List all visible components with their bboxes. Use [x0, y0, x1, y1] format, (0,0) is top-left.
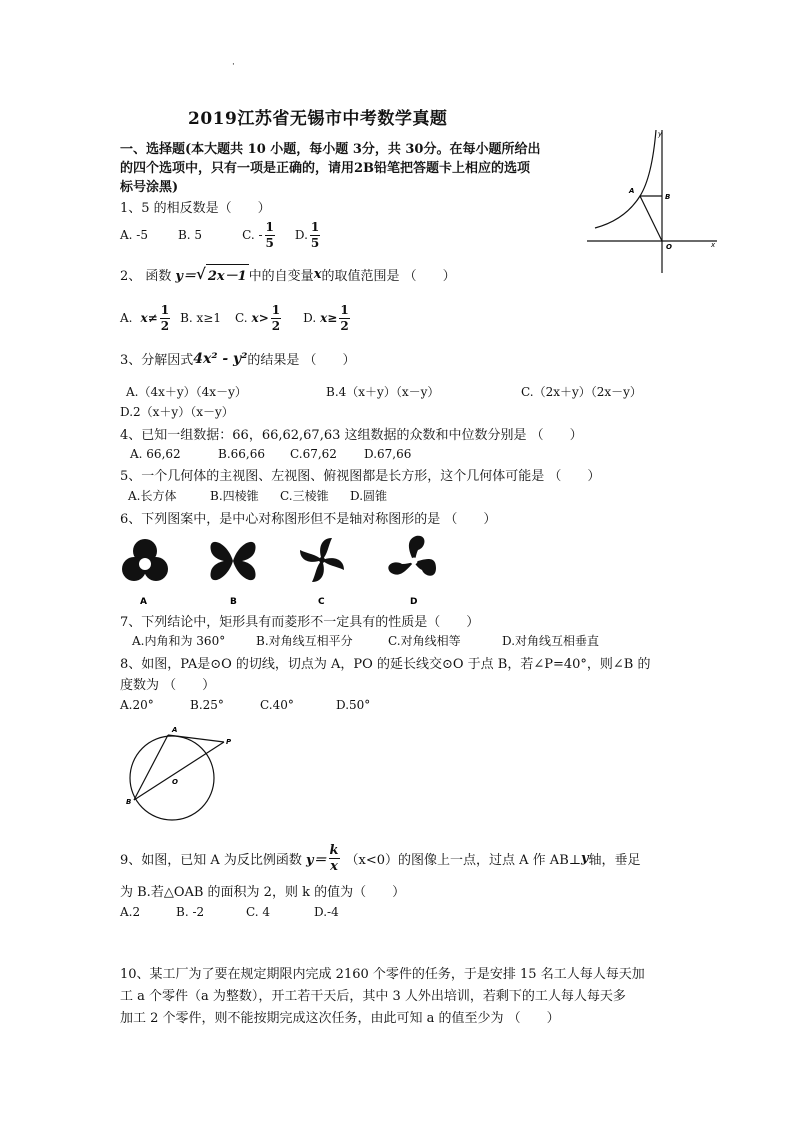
q4-option-a: A. 66,62 — [130, 447, 181, 461]
q9-numerator: k — [329, 842, 339, 858]
q4-option-c: C.67,62 — [290, 447, 337, 461]
q9-option-c: C. 4 — [246, 905, 271, 919]
q8-label-a: A — [172, 726, 178, 734]
q10-line1: 10、某工厂为了要在规定期限内完成 2160 个零件的任务，于是安排 15 名工人每人每天加 — [120, 967, 645, 982]
q3-option-d: D.2（x＋y）（x－y） — [120, 405, 234, 419]
page-title: 2019江苏省无锡市中考数学真题 — [188, 109, 448, 129]
q1-c-denominator: 5 — [265, 235, 274, 250]
q2-option-d-fraction — [339, 303, 349, 334]
q6-label-a: A — [140, 597, 147, 607]
q3-stem — [120, 349, 355, 368]
q7-option-a: A.内角和为 360° — [132, 634, 226, 648]
q8-option-a: A.20° — [120, 698, 154, 712]
q3-stem-prefix: 3、分解因式 — [120, 353, 194, 368]
q9-stem-post: 轴，垂足 — [588, 852, 641, 868]
q9-label-x: x — [711, 241, 716, 249]
q7-stem: 7、下列结论中，矩形具有而菱形不一定具有的性质是（ ） — [120, 615, 480, 630]
q3-option-c: C.（2x＋y）（2x－y） — [521, 385, 642, 399]
q2-c-denominator: 2 — [271, 318, 281, 333]
q8-line-bp — [134, 742, 224, 800]
q9-hyperbola-curve — [595, 130, 656, 228]
q9-stem-prefix: 9、如图，已知 A 为反比例函数 — [120, 852, 302, 868]
q2-option-c-rel: x> — [251, 311, 269, 325]
q2-c-numerator: 1 — [271, 302, 281, 317]
q6-figure-a — [122, 539, 168, 581]
q9-label-y: y — [658, 130, 663, 138]
q2-option-a-fraction — [160, 303, 170, 334]
q5-option-c: C.三棱锥 — [280, 489, 329, 503]
q9-stem-line2: 为 B.若△OAB 的面积为 2，则 k 的值为（ ） — [120, 885, 406, 900]
q6-label-b: B — [230, 597, 237, 607]
q5-option-b: B.四棱锥 — [210, 489, 259, 503]
q1-c-numerator: 1 — [265, 219, 274, 234]
q1-option-d-fraction — [310, 220, 320, 251]
q1-d-denominator: 5 — [310, 235, 320, 250]
q2-a-numerator: 1 — [160, 302, 170, 317]
q5-option-a: A.长方体 — [128, 489, 177, 503]
q3-option-a: A.（4x＋y）（4x－y） — [126, 385, 247, 399]
q6-figure-d — [388, 536, 436, 576]
q2-stem — [120, 264, 456, 284]
q2-options — [120, 298, 352, 338]
q8-option-c: C.40° — [260, 698, 294, 712]
q8-label-p: P — [226, 738, 232, 746]
q2-option-c-prefix: C. — [234, 311, 248, 325]
q2-a-denominator: 2 — [160, 318, 170, 333]
q2-option-d-rel: x≥ — [320, 311, 338, 325]
q2-stem-mid: 中的自变量 — [248, 268, 314, 284]
q9-stem-mid: 的图像上一点，过点 A 作 AB⊥ — [398, 852, 581, 868]
q1-option-c-fraction — [265, 220, 275, 251]
q8-tangent-pa — [168, 735, 224, 742]
q6-figure-b — [210, 542, 255, 580]
q2-option-d-prefix: D. — [303, 311, 317, 325]
q9-label-b: B — [665, 193, 671, 201]
q2-stem-prefix: 2、 函数 — [120, 268, 172, 284]
q3-option-b: B.4（x＋y）（x－y） — [326, 385, 440, 399]
q10-line2: 工 a 个零件（a 为整数），开工若干天后，其中 3 人外出培训，若剩下的工人每人每天多 — [120, 989, 626, 1004]
q9-label-o: O — [666, 243, 672, 251]
q2-var-x: x — [313, 266, 322, 282]
q9-label-a: A — [629, 187, 635, 195]
q2-stem-post: 的取值范围是 （ ） — [321, 268, 456, 284]
q9-y-equals: y＝ — [305, 852, 327, 868]
q4-stem: 4、已知一组数据：66，66,62,67,63 这组数据的众数和中位数分别是 （ ） — [120, 428, 583, 443]
q9-y-axis: y — [580, 850, 589, 866]
section-header-line3: 标号涂黑) — [120, 180, 179, 195]
q2-option-a-prefix: A. — [120, 311, 133, 325]
q2-option-b: B. x≥1 — [180, 311, 221, 325]
q7-option-b: B.对角线互相平分 — [256, 634, 353, 648]
q3-stem-post: 的结果是 （ ） — [247, 353, 356, 368]
q1-option-a: A. -5 — [120, 228, 148, 242]
q9-figure — [585, 125, 725, 275]
q4-option-d: D.67,66 — [364, 447, 412, 461]
q9-condition: （x<0） — [345, 852, 399, 868]
q5-option-d: D.圆锥 — [350, 489, 388, 503]
q9-option-b: B. -2 — [176, 905, 205, 919]
q9-option-a: A.2 — [120, 905, 141, 919]
q8-stem-line2: 度数为 （ ） — [120, 678, 216, 693]
q7-option-d: D.对角线互相垂直 — [502, 634, 600, 648]
q9-denominator: x — [330, 858, 338, 874]
q1-d-numerator: 1 — [310, 219, 320, 234]
q2-sqrt-expression: 2x－1 — [206, 264, 249, 284]
q9-stem — [120, 840, 641, 876]
q7-option-c: C.对角线相等 — [388, 634, 461, 648]
q9-fraction — [329, 843, 340, 874]
section-header-line1: 一、选择题(本大题共 10 小题，每小题 3分，共 30分。在每小题所给出 — [120, 142, 541, 157]
q6-figures — [120, 532, 450, 608]
q6-stem: 6、下列图案中，是中心对称图形但不是轴对称图形的是 （ ） — [120, 512, 497, 527]
q6-label-d: D — [410, 597, 418, 607]
q1-option-c-prefix: C. - — [242, 228, 263, 242]
q8-stem-line1: 8、如图，PA是⊙O 的切线，切点为 A，PO 的延长线交⊙O 于点 B，若∠P=40°，则∠B 的 — [120, 657, 651, 672]
section-header-line2: 的四个选项中，只有一项是正确的，请用2B铅笔把答题卡上相应的选项 — [120, 161, 531, 176]
q8-line-ab — [134, 735, 168, 800]
q2-option-c-fraction — [271, 303, 281, 334]
q2-option-a-rel: x≠ — [140, 311, 158, 325]
q2-sqrt-symbol: √ — [195, 265, 206, 283]
q6-label-c: C — [318, 597, 325, 607]
q9-option-d: D.-4 — [314, 905, 339, 919]
q10-line3: 加工 2 个零件，则不能按期完成这次任务，由此可知 a 的值至少为 （ ） — [120, 1011, 560, 1026]
q8-option-b: B.25° — [190, 698, 224, 712]
q1-options — [120, 215, 322, 255]
q8-label-b: B — [126, 798, 132, 806]
q5-stem: 5、一个几何体的主视图、左视图、俯视图都是长方形，这个几何体可能是 （ ） — [120, 469, 601, 484]
q8-label-o: O — [172, 778, 178, 786]
q1-option-b: B. 5 — [177, 228, 203, 242]
q4-option-b: B.66,66 — [218, 447, 265, 461]
q8-figure — [120, 722, 250, 822]
q2-d-denominator: 2 — [340, 318, 349, 333]
q8-option-d: D.50° — [336, 698, 371, 712]
q3-expression: 4x² - y² — [193, 350, 248, 367]
q2-d-numerator: 1 — [340, 302, 349, 317]
q1-stem: 1、5 的相反数是（ ） — [120, 201, 271, 216]
q9-segment-ao — [640, 196, 662, 241]
page-dot: · — [232, 60, 235, 70]
q6-figure-c — [300, 538, 344, 582]
q1-option-d-prefix: D. — [294, 228, 308, 242]
q2-y-equals: y＝ — [175, 268, 196, 284]
